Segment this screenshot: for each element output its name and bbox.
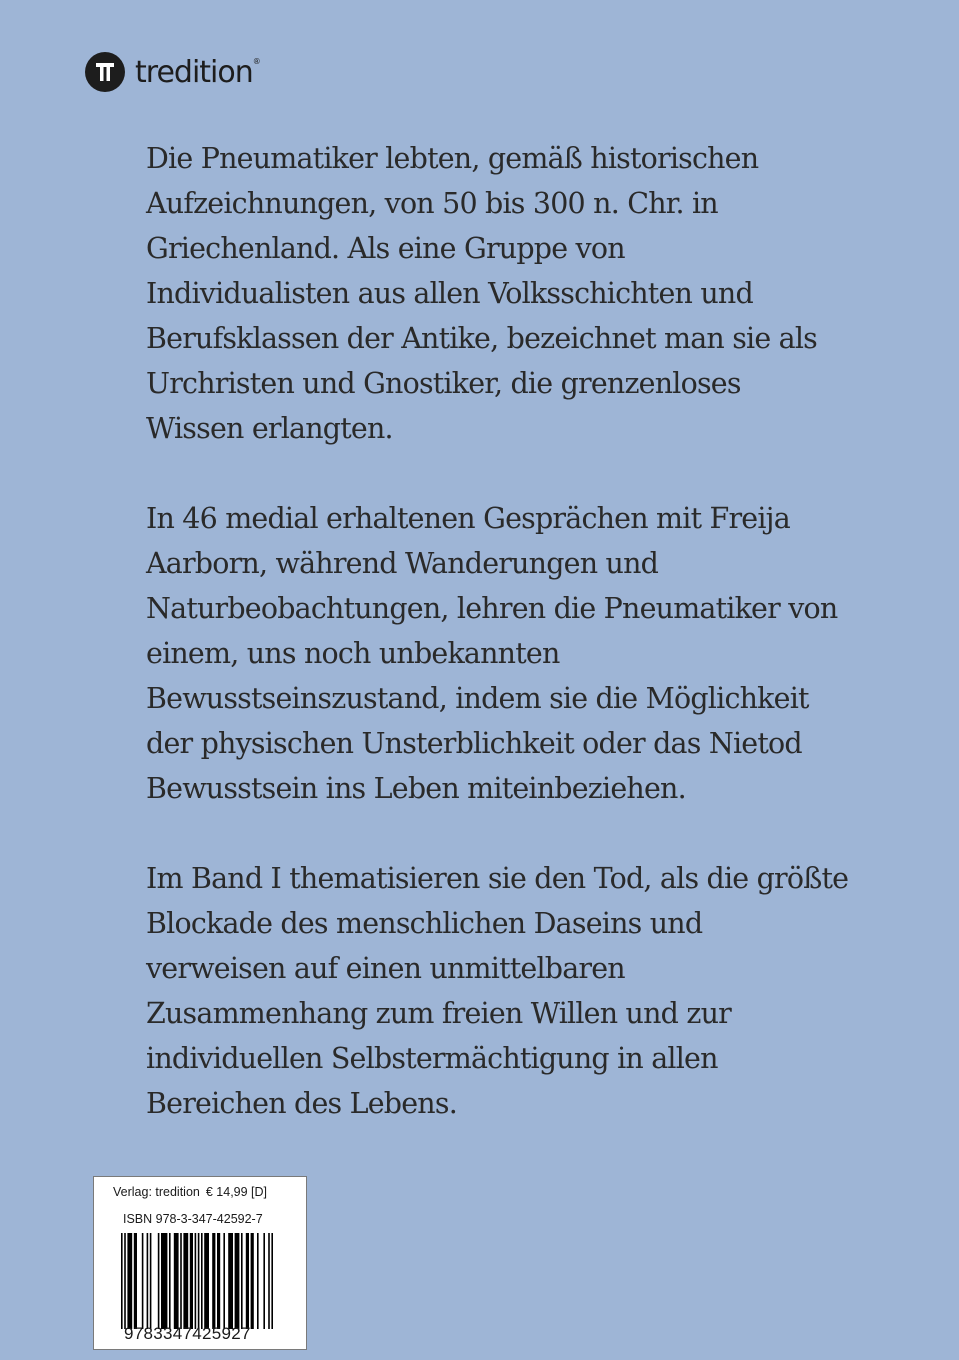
barcode-digits: 9783347425927 bbox=[124, 1324, 251, 1343]
barcode-bar bbox=[263, 1233, 265, 1329]
text-line: der physischen Unsterblichkeit oder das Nietod bbox=[146, 727, 802, 760]
barcode-bar bbox=[241, 1233, 243, 1329]
publisher-logo bbox=[85, 52, 260, 92]
text-line: Naturbeobachtungen, lehren die Pneumatiker von bbox=[146, 592, 838, 625]
registered-mark: ® bbox=[252, 56, 260, 66]
barcode-bar bbox=[183, 1233, 188, 1329]
paragraph-1 bbox=[146, 136, 916, 451]
text-line: Individualisten aus allen Volksschichten und bbox=[146, 277, 753, 310]
text-line: einem, uns noch unbekannten bbox=[146, 637, 560, 670]
barcode-bar bbox=[190, 1233, 193, 1329]
barcode-bar bbox=[174, 1233, 179, 1329]
publisher-label: Verlag: tredition bbox=[113, 1185, 200, 1199]
barcode-bar bbox=[246, 1233, 249, 1329]
text-line: verweisen auf einen unmittelbaren bbox=[146, 952, 625, 985]
barcode-bar bbox=[271, 1233, 273, 1329]
barcode-bar bbox=[195, 1233, 197, 1329]
barcode-bar bbox=[198, 1233, 200, 1329]
barcode-bar bbox=[212, 1233, 215, 1329]
barcode-bar bbox=[169, 1233, 171, 1329]
text-line: In 46 medial erhaltenen Gesprächen mit Freija bbox=[146, 502, 790, 535]
barcode-bar bbox=[201, 1233, 203, 1329]
barcode-bar bbox=[180, 1233, 182, 1329]
barcode-bar bbox=[142, 1233, 144, 1329]
barcode-box bbox=[93, 1176, 307, 1350]
barcode-bar bbox=[150, 1233, 152, 1329]
barcode-bar bbox=[235, 1233, 240, 1329]
price-label: € 14,99 [D] bbox=[205, 1185, 268, 1199]
text-line: Wissen erlangten. bbox=[146, 412, 393, 445]
paragraph-2 bbox=[146, 496, 916, 811]
text-line: Aarborn, während Wanderungen und bbox=[146, 547, 659, 580]
barcode-bar bbox=[217, 1233, 220, 1329]
text-line: Bewusstseinszustand, indem sie die Möglichkeit bbox=[146, 682, 809, 715]
barcode-bar bbox=[251, 1233, 254, 1329]
text-line: Aufzeichnungen, von 50 bis 300 n. Chr. in bbox=[146, 187, 718, 220]
blurb-text bbox=[146, 136, 916, 1171]
barcode-bar bbox=[204, 1233, 209, 1329]
barcode-bar bbox=[147, 1233, 149, 1329]
logo-wordmark: tredition® bbox=[135, 54, 260, 90]
text-line: Blockade des menschlichen Daseins und bbox=[146, 907, 703, 940]
text-line: Bewusstsein ins Leben miteinbeziehen. bbox=[146, 772, 686, 805]
text-line: Zusammenhang zum freien Willen und zur bbox=[146, 997, 731, 1030]
barcode-bar bbox=[158, 1233, 160, 1329]
text-line: Im Band I thematisieren sie den Tod, als die größte bbox=[146, 862, 849, 895]
barcode-bar bbox=[223, 1233, 225, 1329]
barcode-bar bbox=[121, 1233, 123, 1329]
text-line: Urchristen und Gnostiker, die grenzenloses bbox=[146, 367, 741, 400]
barcode-bar bbox=[161, 1233, 167, 1329]
tredition-logo-icon bbox=[85, 52, 125, 92]
barcode-bar bbox=[228, 1233, 233, 1329]
text-line: Berufsklassen der Antike, bezeichnet man sie als bbox=[146, 322, 818, 355]
barcode-bar bbox=[257, 1233, 259, 1329]
barcode-bar bbox=[134, 1233, 137, 1329]
isbn-label: ISBN 978-3-347-42592-7 bbox=[123, 1212, 263, 1226]
barcode-bar bbox=[124, 1233, 126, 1329]
text-line: Griechenland. Als eine Gruppe von bbox=[146, 232, 625, 265]
barcode-bar bbox=[268, 1233, 270, 1329]
text-line: individuellen Selbstermächtigung in allen bbox=[146, 1042, 718, 1075]
publisher-price-line bbox=[113, 1185, 267, 1199]
ean-barcode bbox=[121, 1233, 273, 1329]
paragraph-3 bbox=[146, 856, 916, 1126]
text-line: Die Pneumatiker lebten, gemäß historischen bbox=[146, 142, 759, 175]
text-line: Bereichen des Lebens. bbox=[146, 1087, 457, 1120]
barcode-bar bbox=[127, 1233, 132, 1329]
